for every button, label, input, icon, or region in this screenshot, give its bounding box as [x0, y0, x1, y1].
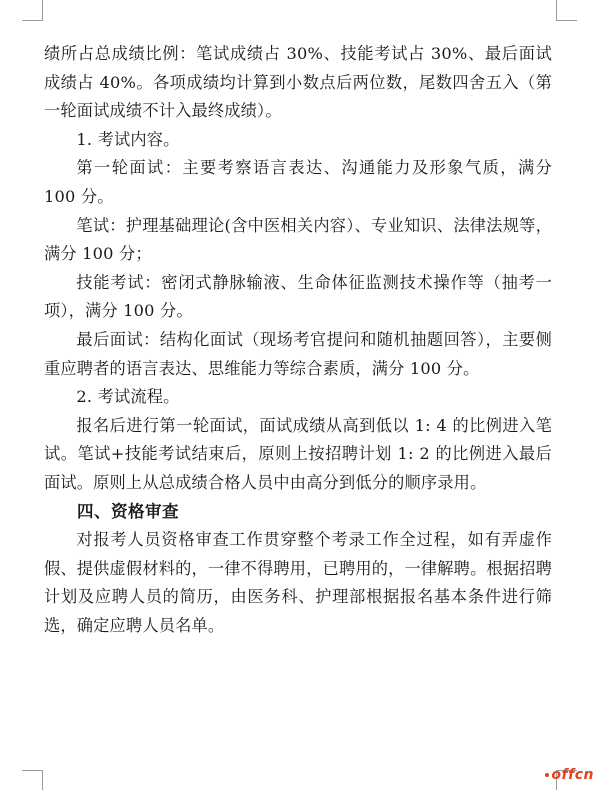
- offcn-watermark-logo: [545, 767, 594, 783]
- section-heading-qualification-review: 四、资格审查: [77, 501, 179, 521]
- paragraph-exam-process-title: 2. 考试流程。: [76, 387, 180, 407]
- paragraph-exam-process: 报名后进行第一轮面试，面试成绩从高到低以 1: 4 的比例进入笔试。笔试+技能考试结束后，原则上按招聘计划 1: 2 的比例进入最后面试。原则上从总成绩合格人员中由高分到低分的顺序录用。: [44, 415, 552, 492]
- watermark-dot-icon: [545, 773, 549, 777]
- document-body: [44, 40, 552, 640]
- paragraph-qualification-review: 对报考人员资格审查工作贯穿整个考录工作全过程，如有弄虚作假、提供虚假材料的，一律不得聘用，已聘用的，一律解聘。根据招聘计划及应聘人员的简历，由医务科、护理部根据报名基本条件进行筛选，确定应聘人员名单。: [44, 530, 553, 635]
- crop-mark-top-right: [556, 0, 577, 21]
- paragraph-first-interview: 第一轮面试：主要考察语言表达、沟通能力及形象气质，满分 100 分。: [44, 158, 552, 206]
- watermark-text: offcn: [551, 767, 594, 783]
- paragraph-final-interview: 最后面试：结构化面试（现场考官提问和随机抽题回答），主要侧重应聘者的语言表达、思维能力等综合素质，满分 100 分。: [44, 329, 552, 378]
- paragraph-exam-content-title: 1. 考试内容。: [76, 129, 180, 149]
- crop-mark-bottom-left: [22, 770, 43, 790]
- paragraph-written-exam: 笔试：护理基础理论(含中医相关内容）、专业知识、法律法规等，满分 100 分；: [44, 215, 552, 264]
- paragraph-score-ratio: 绩所占总成绩比例：笔试成绩占 30%、技能考试占 30%、最后面试成绩占 40%。各项成绩均计算到小数点后两位数，尾数四舍五入（第一轮面试成绩不计入最终成绩）。: [44, 44, 552, 121]
- paragraph-skill-exam: 技能考试：密闭式静脉输液、生命体征监测技术操作等（抽考一项），满分 100 分。: [44, 272, 552, 321]
- crop-mark-top-left: [22, 0, 43, 21]
